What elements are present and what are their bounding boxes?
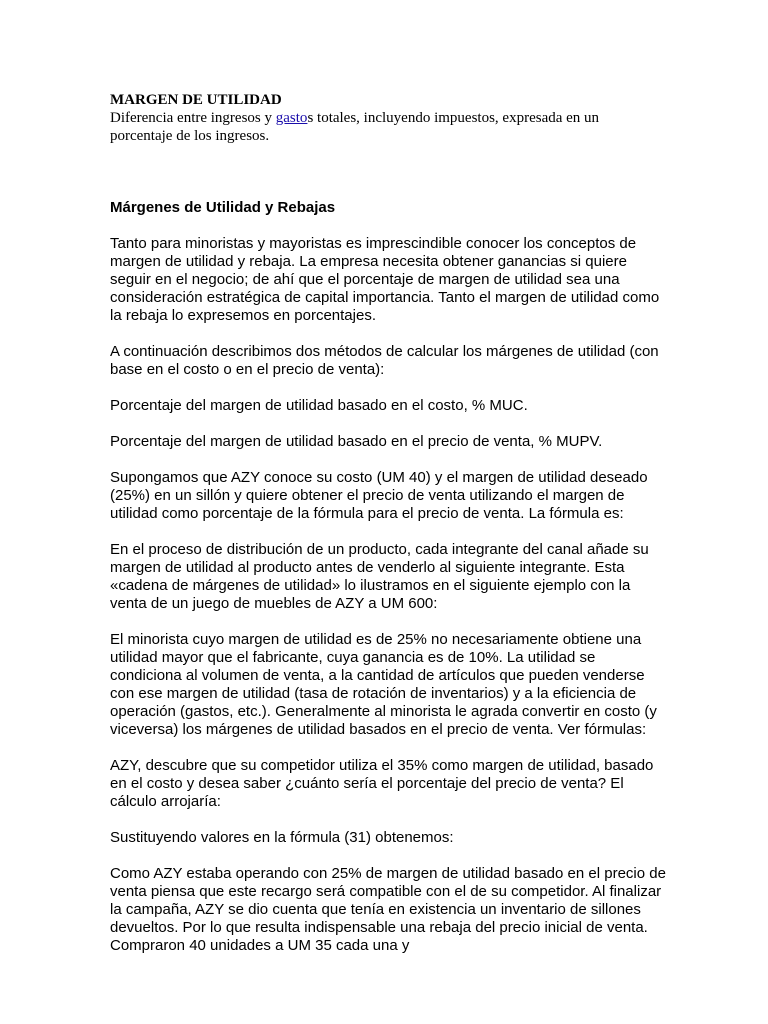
- definition-text-end: s totales, incluyendo impuestos, expresada en un porcentaje de los ingresos.: [110, 110, 600, 144]
- paragraph-campaign: Como AZY estaba operando con 25% de margen de utilidad basado en el precio de venta piensa que este recargo será compatible con el de su competidor. Al finalizar la campaña, AZY se dio cuenta que tenía en existencia un inventario de sillones devueltos. Por lo que resulta indispensable una rebaja del precio inicial de venta. Compraron 40 unidades a UM 35 cada una y: [110, 865, 666, 954]
- paragraph-minorista: El minorista cuyo margen de utilidad es de 25% no necesariamente obtiene una utilidad mayor que el fabricante, cuya ganancia es de 10%. La utilidad se condiciona al volumen de venta, a la cantidad de artículos que pueden venderse con ese margen de utilidad (tasa de rotación de inventarios) y a la eficiencia de operación (gastos, etc.). Generalmente al minorista le agrada convertir en costo (y viceversa) los márgenes de utilidad basados en el precio de venta. Ver fórmulas:: [110, 631, 657, 738]
- gastos-link[interactable]: gasto: [275, 110, 308, 126]
- definition-text-start: Diferencia entre ingresos y: [110, 110, 276, 126]
- definition-block: [110, 91, 660, 145]
- document-title: MARGEN DE UTILIDAD: [110, 92, 282, 108]
- document-page: [110, 91, 666, 954]
- section-heading: Márgenes de Utilidad y Rebajas: [110, 199, 336, 216]
- paragraph-intro: Tanto para minoristas y mayoristas es imprescindible conocer los conceptos de margen de utilidad y rebaja. La empresa necesita obtener ganancias si quiere seguir en el negocio; de ahí que el porcentaje de margen de utilidad sea una consideración estratégica de capital importancia. Tanto el margen de utilidad como la rebaja lo expresemos en porcentajes.: [110, 235, 660, 324]
- section-body: [110, 235, 670, 973]
- paragraph-mupv: Porcentaje del margen de utilidad basado en el precio de venta, % MUPV.: [110, 433, 603, 450]
- definition-text: [110, 109, 660, 145]
- paragraph-muc: Porcentaje del margen de utilidad basado en el costo, % MUC.: [110, 397, 528, 414]
- paragraph-substitution: Sustituyendo valores en la fórmula (31) obtenemos:: [110, 829, 454, 846]
- paragraph-example-azy: Supongamos que AZY conoce su costo (UM 40) y el margen de utilidad deseado (25%) en un sillón y quiere obtener el precio de venta utilizando el margen de utilidad como porcentaje de la fórmula para el precio de venta. La fórmula es:: [110, 469, 648, 522]
- paragraph-methods: A continuación describimos dos métodos de calcular los márgenes de utilidad (con base en el costo o en el precio de venta):: [110, 343, 659, 378]
- paragraph-distribution: En el proceso de distribución de un producto, cada integrante del canal añade su margen de utilidad al producto antes de venderlo al siguiente integrante. Esta «cadena de márgenes de utilidad» lo ilustramos en el siguiente ejemplo con la venta de un juego de muebles de AZY a UM 600:: [110, 541, 649, 612]
- paragraph-competitor: AZY, descubre que su competidor utiliza el 35% como margen de utilidad, basado en el costo y desea saber ¿cuánto sería el porcentaje del precio de venta? El cálculo arrojaría:: [110, 757, 654, 810]
